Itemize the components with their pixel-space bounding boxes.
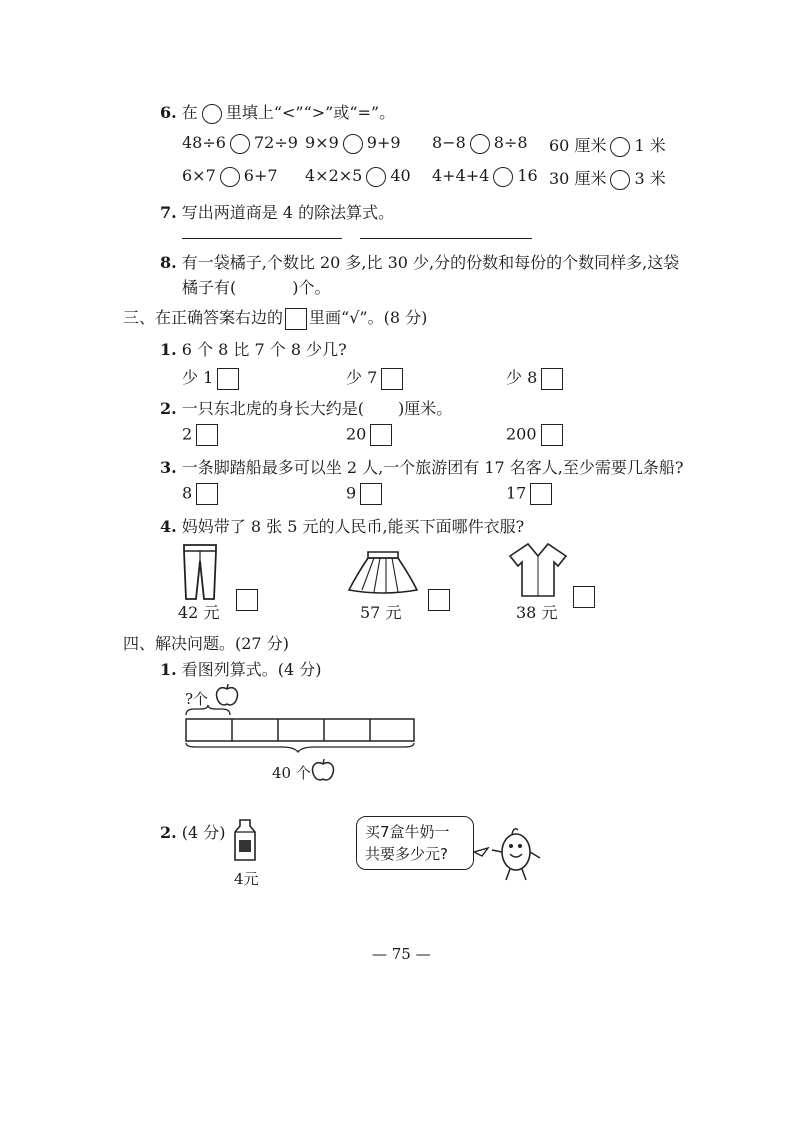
compare-right: 8÷8 [493,133,528,152]
compare-right: 40 [390,166,411,185]
q8-text-2-post: )个。 [292,278,331,297]
page-number [372,945,431,963]
s3-q4-prompt [160,514,524,537]
compare-right: 3 米 [634,169,666,188]
s3-q3-option-2 [346,483,382,505]
circle-icon [202,104,222,124]
q7-prompt [160,200,394,223]
s3-q3-text: 一条脚踏船最多可以坐 2 人,一个旅游团有 17 名客人,至少需要几条船? [181,458,684,477]
answer-box[interactable] [530,483,552,505]
answer-box[interactable] [236,589,258,611]
option-label: 200 [506,424,537,444]
compare-circle[interactable] [470,134,490,154]
price-skirt [360,600,401,623]
top-label-text: ?个 [185,690,209,708]
s3-q4-number: 4. [160,517,177,536]
s3-q2-option-2 [346,424,392,446]
s3-q1-option-3 [506,365,563,390]
s4-q2-score: (4 分) [181,823,226,842]
q6-item-2-3 [432,166,538,187]
compare-left: 4+4+4 [432,166,490,185]
price-label: 42 元 [178,603,220,622]
q6-item-2-2 [305,166,411,187]
answer-box[interactable] [428,589,450,611]
answer-box[interactable] [370,424,392,446]
s4-q1-number: 1. [160,660,177,679]
answer-box[interactable] [573,586,595,608]
answer-box[interactable] [217,368,239,390]
milk-carton-icon [232,818,258,862]
milk-price-text: 4元 [234,870,259,888]
compare-right: 6+7 [243,166,278,185]
answer-line-1[interactable] [182,238,342,239]
s3-q3-prompt [160,455,683,478]
q6-item-1-1 [182,133,298,154]
s4-q1-prompt [160,657,322,680]
speech-bubble [356,816,474,870]
s3-q2-option-1 [182,424,218,446]
checkbox-icon [285,308,307,330]
q6-item-1-4 [549,133,666,157]
option-label: 20 [346,424,367,444]
compare-right: 9+9 [366,133,401,152]
s3-q1-text: 6 个 8 比 7 个 8 少几? [181,340,347,359]
bottom-label [272,762,311,783]
s3-q1-option-2 [346,365,403,390]
compare-left: 4×2×5 [305,166,363,185]
compare-right: 1 米 [634,136,666,155]
q6-text-pre: 在 [181,103,198,122]
compare-circle[interactable] [343,134,363,154]
q6-number: 6. [160,103,177,122]
s4-q2-number: 2. [160,823,177,842]
q6-item-1-2 [305,133,401,154]
s3-q1-option-1 [182,365,239,390]
compare-circle[interactable] [493,167,513,187]
section3-title [123,305,427,330]
section4-title-text: 四、解决问题。(27 分) [123,634,289,653]
q6-prompt [160,100,395,124]
compare-circle[interactable] [366,167,386,187]
option-label: 少 1 [182,368,214,387]
q8-line1 [160,250,679,273]
price-trousers [178,600,219,623]
bottom-label-text: 40 个 [272,764,311,782]
compare-left: 30 厘米 [549,169,607,188]
answer-box[interactable] [381,368,403,390]
apple-icon [310,757,336,783]
section4-title [123,631,289,654]
answer-box[interactable] [541,368,563,390]
s3-q2-number: 2. [160,399,177,418]
s3-q1-prompt [160,337,347,360]
s3-q3-option-1 [182,483,218,505]
option-label: 少 7 [346,368,378,387]
option-label: 17 [506,483,527,503]
skirt-icon [346,548,420,596]
bubble-line-2: 共要多少元? [365,845,448,863]
s3-q2-option-3 [506,424,563,446]
compare-right: 16 [517,166,538,185]
compare-left: 8−8 [432,133,466,152]
price-label: 38 元 [516,603,558,622]
s3-q1-number: 1. [160,340,177,359]
q6-item-1-3 [432,133,528,154]
s3-q2-text-pre: 一只东北虎的身长大约是( [181,399,365,418]
option-label: 少 8 [506,368,538,387]
trousers-icon [180,543,220,601]
s3-q2-prompt [160,396,452,419]
q8-text-1: 有一袋橘子,个数比 20 多,比 30 少,分的份数和每份的个数同样多,这袋 [181,253,680,272]
page-number-text: — 75 — [372,945,431,963]
option-label: 8 [182,483,193,503]
compare-circle[interactable] [610,137,630,157]
q6-item-2-1 [182,166,278,187]
section3-title-post: 里画“√”。(8 分) [309,308,428,327]
s3-q3-number: 3. [160,458,177,477]
s4-q1-text: 看图列算式。(4 分) [181,660,322,679]
compare-left: 48÷6 [182,133,226,152]
q8-text-2-pre: 橘子有( [182,278,237,297]
answer-line-2[interactable] [360,238,532,239]
answer-box[interactable] [196,483,218,505]
q8-line2 [182,275,331,298]
q6-text-post: 里填上“<”“>”或“=”。 [225,103,396,122]
s4-q2-prompt [160,820,226,843]
s3-q4-text: 妈妈带了 8 张 5 元的人民币,能买下面哪件衣服? [181,517,525,536]
q6-item-2-4 [549,166,666,190]
q7-text: 写出两道商是 4 的除法算式。 [181,203,395,222]
answer-box[interactable] [360,483,382,505]
option-label: 2 [182,424,193,444]
bubble-line-1: 买7盒牛奶一 [365,823,450,841]
q7-number: 7. [160,203,177,222]
answer-box[interactable] [541,424,563,446]
compare-circle[interactable] [610,170,630,190]
answer-box[interactable] [196,424,218,446]
milk-price [234,868,259,889]
price-label: 57 元 [360,603,402,622]
price-shirt [516,600,557,623]
q8-number: 8. [160,253,177,272]
s3-q3-option-3 [506,483,552,505]
s3-q2-text-post: )厘米。 [398,399,453,418]
compare-circle[interactable] [230,134,250,154]
compare-circle[interactable] [220,167,240,187]
shirt-icon [508,542,568,598]
section3-title-pre: 三、在正确答案右边的 [123,308,284,327]
compare-left: 9×9 [305,133,339,152]
compare-left: 60 厘米 [549,136,607,155]
bar-diagram [182,703,418,753]
option-label: 9 [346,483,357,503]
compare-right: 72÷9 [253,133,298,152]
cartoon-character-icon [474,822,544,884]
compare-left: 6×7 [182,166,216,185]
